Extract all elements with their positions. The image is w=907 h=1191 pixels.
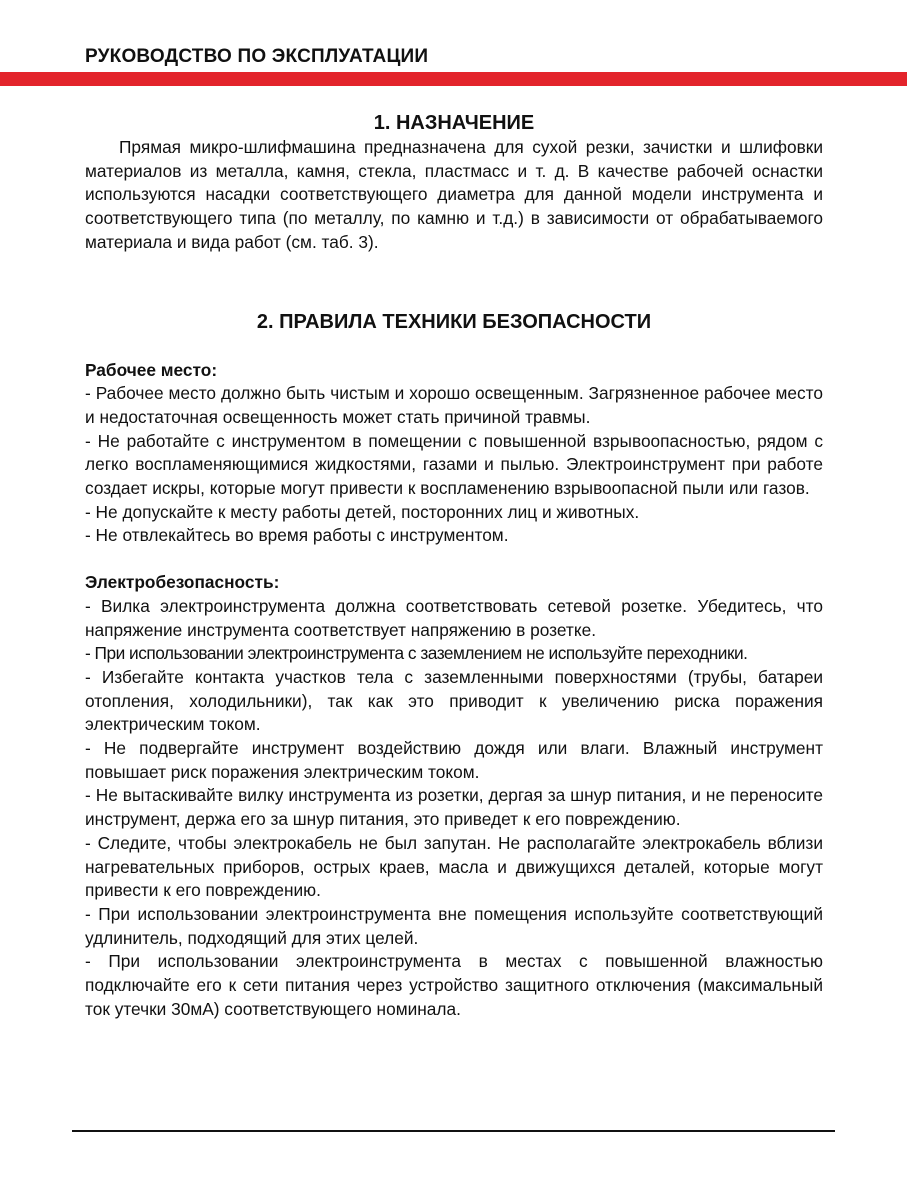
electrical-item: - Не вытаскивайте вилку инструмента из розетки, дергая за шнур питания, и не переносите инструмент, держа его за шнур питания, это приведет к его повреждению. [85,785,823,830]
section-1-title: 1. НАЗНАЧЕНИЕ [373,112,535,134]
electrical-item: - Вилка электроинструмента должна соответствовать сетевой розетке. Убедитесь, что напряжение инструмента соответствует напряжению в розетке. [85,595,823,640]
header-accent-bar [0,72,907,86]
section-1-text: Прямая микро-шлифмашина предназначена для сухой резки, зачистки и шлифовки материалов из металла, камня, стекла, пластмасс и т. д. В качестве рабочей оснастки используются насадки соответствующего диаметра для данной модели инструмента и соответствующего типа (по металлу, по камню и т.д.) в зависимости от обрабатываемого материала и вида работ (см. таб. 3). [85,137,823,252]
electrical-item: - При использовании электроинструмента вне помещения используйте соответствующий удлинитель, подходящий для этих целей. [85,903,823,948]
electrical-item: - Следите, чтобы электрокабель не был запутан. Не располагайте электрокабель вблизи нагревательных приборов, острых краев, масла и движущихся деталей, которые могут привести к его повреждению. [85,832,823,901]
workplace-item: - Рабочее место должно быть чистым и хорошо освещенным. Загрязненное рабочее место и недостаточная освещенность может стать причиной травмы. [85,383,823,427]
electrical-item: - Не подвергайте инструмент воздействию дождя или влаги. Влажный инструмент повышает риск поражения электрическим током. [85,738,823,782]
page-content [85,110,823,1022]
document-header-title: РУКОВОДСТВО ПО ЭКСПЛУАТАЦИИ [85,46,429,67]
workplace-item: - Не допускайте к месту работы детей, посторонних лиц и животных. [85,501,640,522]
electrical-item: - При использовании электроинструмента в местах с повышенной влажностью подключайте его к сети питания через устройство защитного отключения (максимальный ток утечки 30мА) соответствующего номинала. [85,951,823,1019]
workplace-item: - Не работайте с инструментом в помещении с повышенной взрывоопасностью, рядом с легко воспламеняющимися жидкостями, газами и пылью. Электроинструмент при работе создает искры, которые могут привести к воспламенению взрывоопасной пыли или газов. [85,430,823,499]
workplace-item: - Не отвлекайтесь во время работы с инструментом. [85,525,509,546]
section-2-title: 2. ПРАВИЛА ТЕХНИКИ БЕЗОПАСНОСТИ [256,310,652,333]
electrical-item: - Избегайте контакта участков тела с заземленными поверхностями (трубы, батареи отопления, холодильники), так как это приводит к увеличению риска поражения электрическим током. [85,666,823,735]
electrical-item: - При использовании электроинструмента с заземлением не используйте переходники. [85,643,748,664]
electrical-safety-heading: Электробезопасность: [85,572,280,593]
footer-divider [72,1130,835,1132]
workplace-heading: Рабочее место: [85,359,218,380]
